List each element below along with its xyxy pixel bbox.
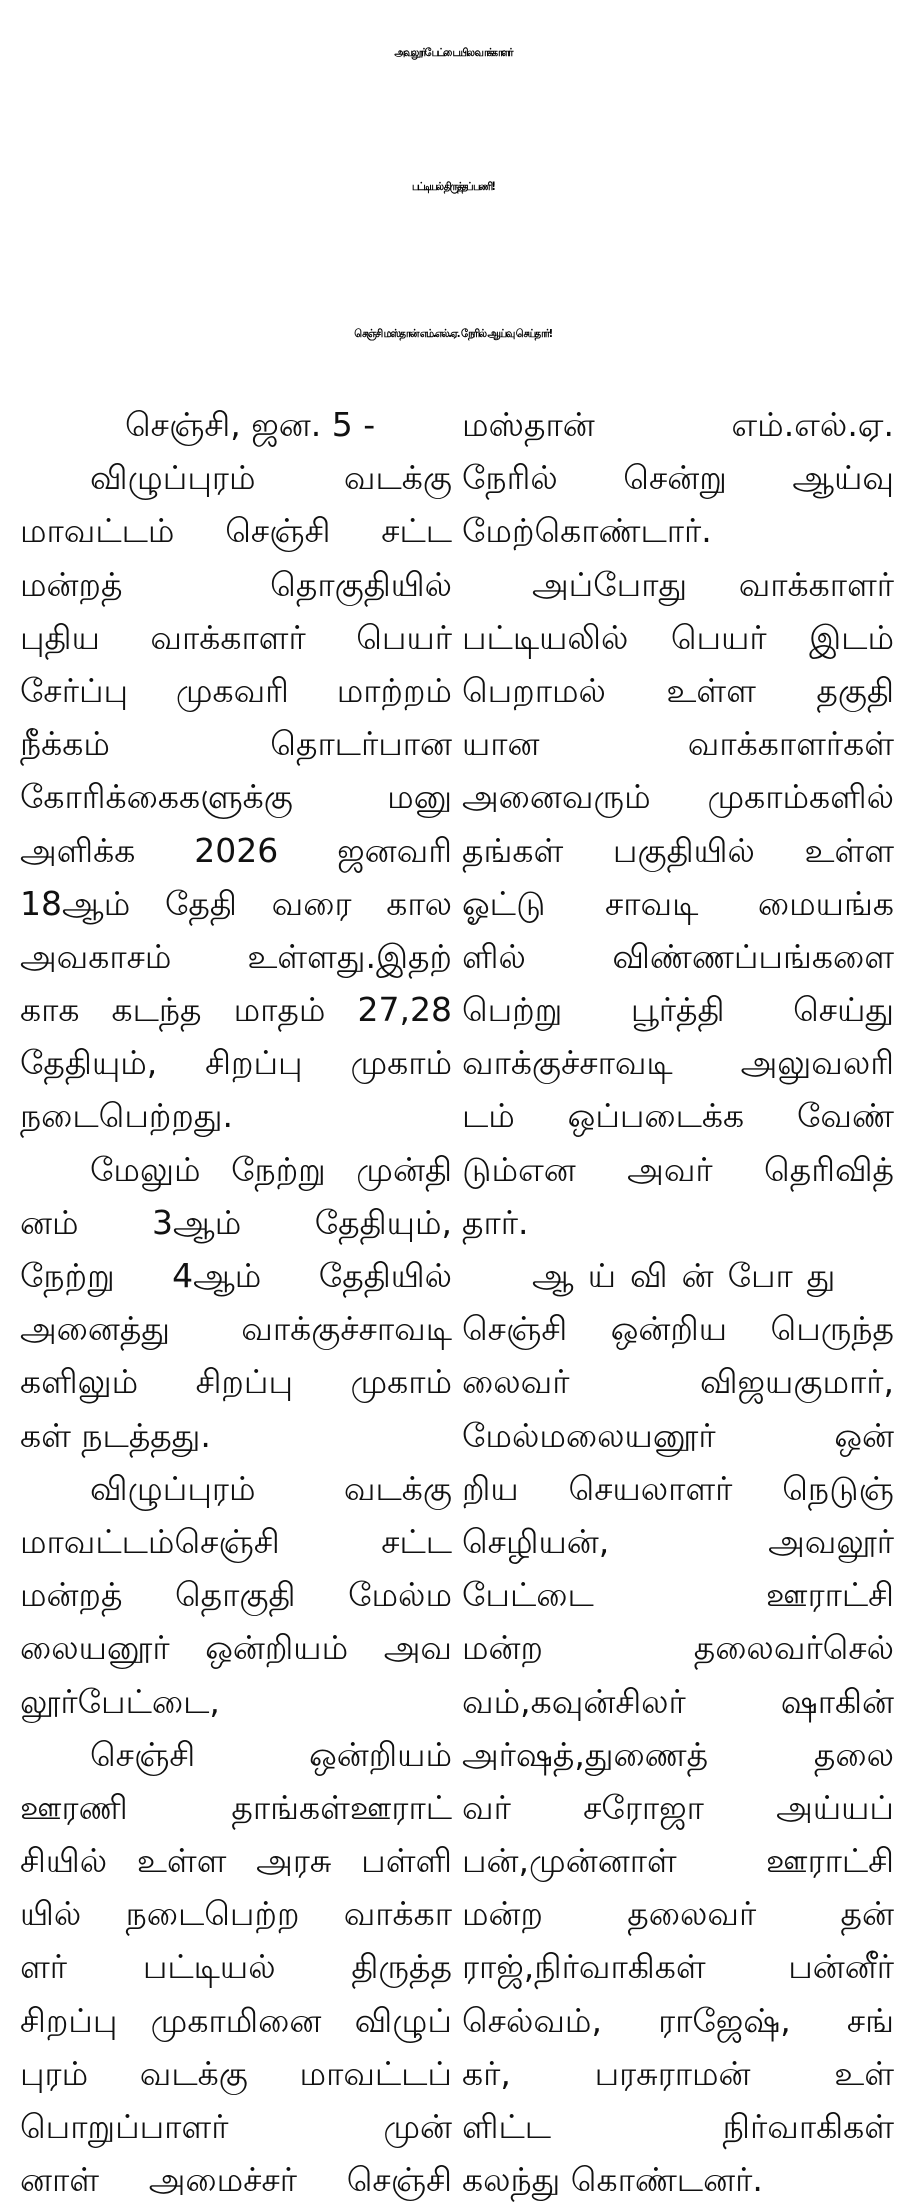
article-line: சிறப்பு முகாமினை விழுப் [20, 2000, 452, 2040]
article-line: ஆய்வின்போது [532, 1256, 850, 1295]
article-line: 18ஆம் தேதி வரை கால [20, 883, 452, 923]
article-line: அளிக்க 2026 ஜனவரி [20, 830, 452, 870]
article-line: மன்ற தலைவர் தன் [462, 1894, 894, 1934]
article-line: பெற்று பூர்த்தி செய்து [462, 990, 894, 1030]
article-line: ராஜ்,நிர்வாகிகள் பன்னீர் [462, 1947, 894, 1987]
article-line: லூர்பேட்டை, [20, 1681, 220, 1721]
article-line: அனைத்து வாக்குச்சாவடி [20, 1309, 452, 1349]
article-line: மேலும் நேற்று முன்தி [90, 1149, 452, 1189]
article-line: தார். [462, 1202, 529, 1242]
article-line: மேல்மலையனூர் ஒன் [462, 1415, 894, 1455]
article-line: கர், பரசுராமன் உள் [462, 2053, 894, 2093]
article-line: தங்கள் பகுதியில் உள்ள [462, 830, 894, 870]
article-line: பெறாமல் உள்ள தகுதி [462, 670, 894, 710]
article-line: மன்றத் தொகுதியில் [20, 564, 452, 604]
article-line: புரம் வடக்கு மாவட்டப் [20, 2053, 452, 2093]
article-line: நேற்று 4ஆம் தேதியில் [20, 1256, 452, 1295]
article-line: லைவர் விஜயகுமார், [462, 1362, 894, 1402]
article-line: மேற்கொண்டார். [462, 511, 712, 551]
article-line: அர்ஷத்,துணைத் தலை [462, 1734, 894, 1774]
article-line: மஸ்தான் எம்.எல்.ஏ. [462, 405, 894, 444]
article-line: பட்டியலில் பெயர் இடம் [462, 617, 894, 657]
article-line: நீக்கம் தொடர்பான [20, 724, 452, 764]
article-line: பேட்டை ஊராட்சி [462, 1575, 894, 1615]
article-line: றிய செயலாளர் நெடுஞ் [462, 1468, 894, 1508]
article-line: யான வாக்காளர்கள் [462, 724, 894, 764]
article-line: செஞ்சி ஒன்றிய பெருந்த [462, 1309, 894, 1349]
article-line: வர் சரோஜா அய்யப் [462, 1787, 894, 1827]
article-line: நேரில் சென்று ஆய்வு [462, 458, 894, 498]
article-line: சேர்ப்பு முகவரி மாற்றம் [20, 670, 452, 710]
article-line: விழுப்புரம் வடக்கு [90, 1468, 452, 1508]
right-column [462, 398, 894, 2206]
article-line: கலந்து கொண்டனர். [462, 2160, 763, 2200]
article-line: செஞ்சி, ஜன. 5 - [125, 405, 376, 444]
article-line: மாவட்டம் செஞ்சி சட்ட [20, 511, 452, 551]
article-line: சியில் உள்ள அரசு பள்ளி [20, 1841, 452, 1881]
headline-line-1: அவலூர்பேட்டையில வாக்காளர் [394, 47, 512, 60]
article-line: தேதியும், சிறப்பு முகாம் [20, 1043, 452, 1083]
article-line: ளில் விண்ணப்பங்களை [462, 936, 894, 976]
article-line: ளர் பட்டியல் திருத்த [20, 1947, 452, 1987]
article-line: ஊரணி தாங்கள்ஊராட் [20, 1787, 452, 1827]
article-line: ஓட்டு சாவடி மையங்க [462, 883, 894, 923]
article-line: காக கடந்த மாதம் 27,28 [20, 990, 452, 1030]
article-line: செல்வம், ராஜேஷ், சங் [462, 2000, 894, 2040]
article-line: அனைவரும் முகாம்களில் [462, 777, 894, 817]
article-line: பொறுப்பாளர் முன் [20, 2107, 452, 2146]
article-line: யில் நடைபெற்ற வாக்கா [20, 1894, 452, 1934]
article-line: மாவட்டம்செஞ்சி சட்ட [20, 1521, 452, 1561]
article-line: அப்போது வாக்காளர் [532, 564, 894, 604]
article-line: செஞ்சி ஒன்றியம் [90, 1734, 452, 1774]
article-line: வாக்குச்சாவடி அலுவலரி [462, 1043, 894, 1083]
article-line: னாள் அமைச்சர் செஞ்சி [20, 2160, 452, 2200]
article-line: மன்ற தலைவர்செல் [462, 1628, 894, 1668]
article-line: ளிட்ட நிர்வாகிகள் [462, 2107, 894, 2146]
article-line: கோரிக்கைகளுக்கு மனு [20, 777, 452, 817]
article-line: கள் நடத்தது. [20, 1415, 211, 1455]
article-line: னம் 3ஆம் தேதியும், [20, 1202, 452, 1242]
article-line: விழுப்புரம் வடக்கு [90, 458, 452, 498]
article-line: டம் ஒப்படைக்க வேண் [462, 1096, 894, 1136]
article-line: நடைபெற்றது. [20, 1096, 233, 1136]
article-line: டும்என அவர் தெரிவித் [462, 1149, 894, 1189]
article-line: புதிய வாக்காளர் பெயர் [20, 617, 452, 657]
article-line: லையனூர் ஒன்றியம் அவ [20, 1628, 452, 1668]
article-line: பன்,முன்னாள் ஊராட்சி [462, 1841, 894, 1881]
article-line: அவகாசம் உள்ளது.இதற் [20, 936, 452, 976]
article-line: மன்றத் தொகுதி மேல்ம [20, 1575, 452, 1615]
left-column [20, 398, 452, 2206]
headline-line-2: பட்டியல் திருத்தப் பணி! [411, 181, 494, 194]
article-line: வம்,கவுன்சிலர் ஷாகின் [462, 1681, 894, 1721]
article-line: களிலும் சிறப்பு முகாம் [20, 1362, 452, 1402]
subheading: செஞ்சி மஸ்தான் எம்.எல்.ஏ. நேரில் ஆய்வு செய்தார்! [354, 328, 552, 341]
article-line: செழியன், அவலூர் [462, 1521, 894, 1561]
